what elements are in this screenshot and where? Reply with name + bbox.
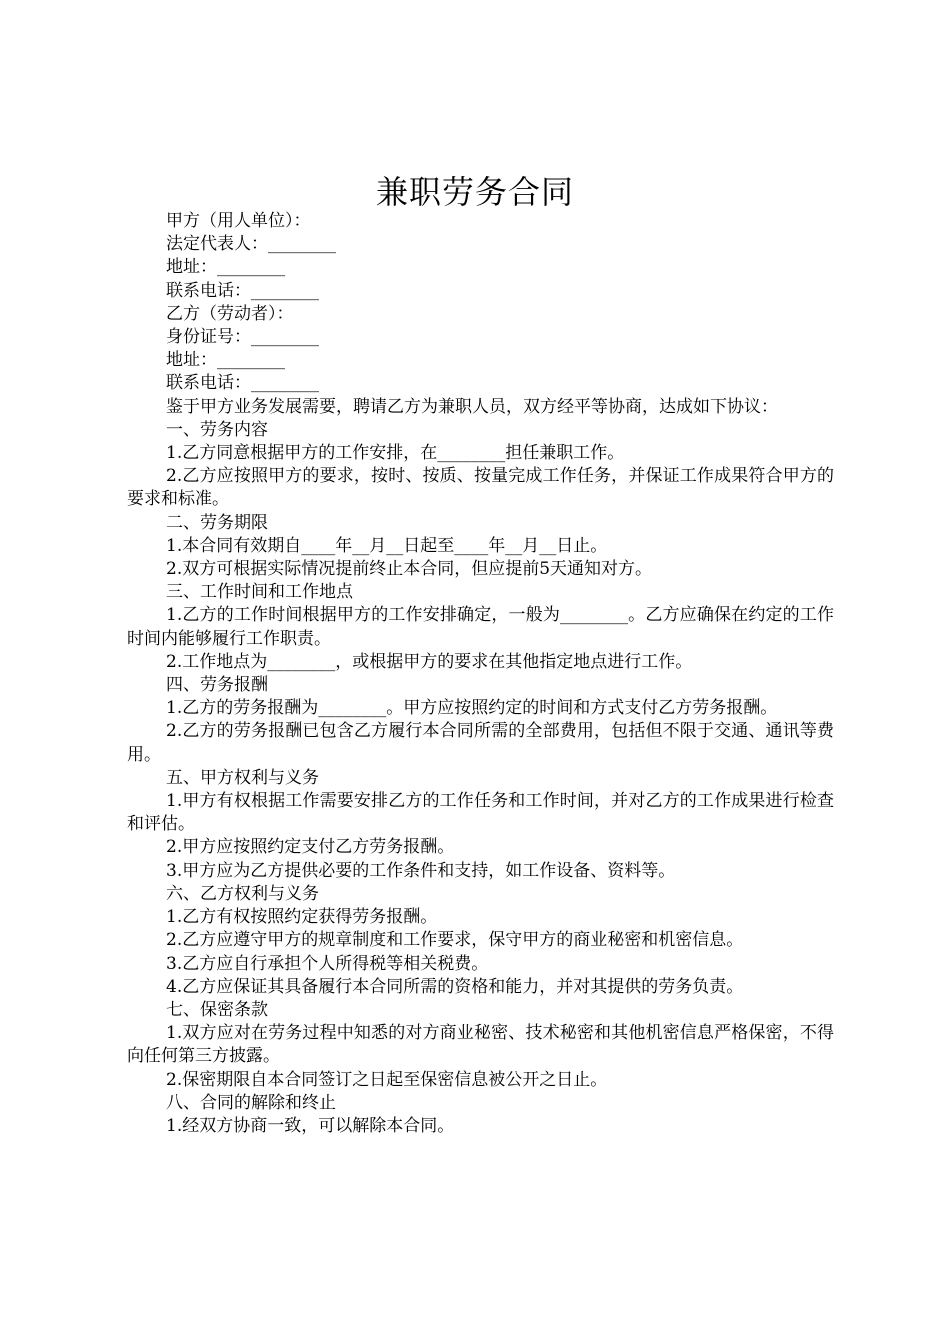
- clause: 2.保密期限自本合同签订之日起至保密信息被公开之日止。: [166, 1069, 608, 1090]
- party-a-representative: 法定代表人：________: [166, 234, 336, 255]
- party-a-label: 甲方（用人单位）：: [166, 211, 311, 231]
- clause: 2.乙方应遵守甲方的规章制度和工作要求，保守甲方的商业秘密和机密信息。: [166, 930, 744, 951]
- party-b-label: 乙方（劳动者）：: [166, 303, 294, 324]
- clause: 1.乙方有权按照约定获得劳务报酬。: [166, 907, 438, 928]
- clause: 2.双方可根据实际情况提前终止本合同，但应提前5天通知对方。: [166, 559, 653, 580]
- preamble: 鉴于甲方业务发展需要，聘请乙方为兼职人员，双方经平等协商，达成如下协议：: [166, 396, 778, 417]
- section-heading: 一、劳务内容: [166, 419, 268, 440]
- clause: 1.甲方有权根据工作需要安排乙方的工作任务和工作时间，并对乙方的工作成果进行检查和评估。: [127, 791, 834, 835]
- section-heading: 四、劳务报酬: [166, 675, 268, 696]
- section-heading: 二、劳务期限: [166, 512, 268, 533]
- party-a-phone: 联系电话：________: [166, 280, 319, 301]
- section-heading: 七、保密条款: [166, 999, 268, 1020]
- section-heading: 八、合同的解除和终止: [166, 1092, 336, 1113]
- clause: 1.乙方的工作时间根据甲方的工作安排确定，一般为________。乙方应确保在约定的工作时间内能够履行工作职责。: [127, 605, 834, 649]
- clause: 3.乙方应自行承担个人所得税等相关税费。: [166, 953, 489, 974]
- party-b-address: 地址：________: [166, 350, 285, 371]
- clause: 1.乙方的劳务报酬为________。甲方应按照约定的时间和方式支付乙方劳务报酬。: [166, 698, 778, 719]
- clause: 1.乙方同意根据甲方的工作安排，在________担任兼职工作。: [166, 443, 625, 464]
- document-body: [127, 210, 834, 1138]
- clause: 2.甲方应按照约定支付乙方劳务报酬。: [166, 837, 455, 858]
- clause: 1.经双方协商一致，可以解除本合同。: [166, 1115, 455, 1136]
- clause: 1.本合同有效期自____年__月__日起至____年__月__日止。: [166, 535, 608, 556]
- clause: 3.甲方应为乙方提供必要的工作条件和支持，如工作设备、资料等。: [166, 860, 676, 881]
- section-heading: 五、甲方权利与义务: [166, 767, 319, 788]
- party-b-phone: 联系电话：________: [166, 373, 319, 394]
- clause: 1.双方应对在劳务过程中知悉的对方商业秘密、技术秘密和其他机密信息严格保密，不得向任何第三方披露。: [127, 1023, 834, 1067]
- clause: 2.乙方的劳务报酬已包含乙方履行本合同所需的全部费用，包括但不限于交通、通讯等费用。: [127, 721, 834, 765]
- clause: 2.乙方应按照甲方的要求，按时、按质、按量完成工作任务，并保证工作成果符合甲方的要求和标准。: [127, 466, 834, 510]
- clause: 2.工作地点为________，或根据甲方的要求在其他指定地点进行工作。: [166, 651, 693, 672]
- clause: 4.乙方应保证其具备履行本合同所需的资格和能力，并对其提供的劳务负责。: [166, 976, 744, 997]
- document-title: 兼职劳务合同: [375, 173, 574, 211]
- section-heading: 三、工作时间和工作地点: [166, 582, 353, 603]
- party-a-address: 地址：________: [166, 257, 285, 278]
- section-heading: 六、乙方权利与义务: [166, 883, 319, 904]
- party-b-id-number: 身份证号：________: [166, 327, 319, 348]
